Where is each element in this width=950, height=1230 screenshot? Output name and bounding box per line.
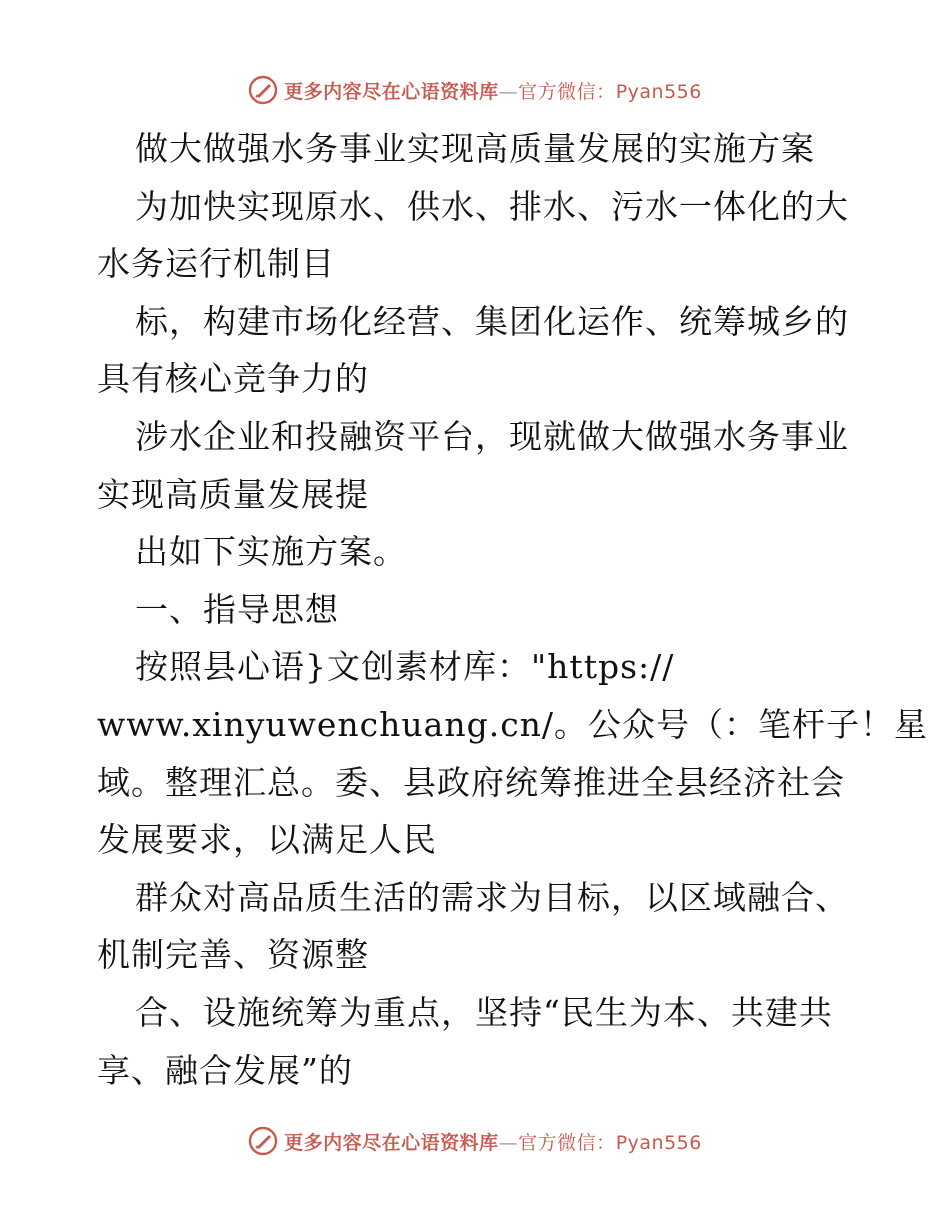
quill-pen-logo-icon [248, 1126, 278, 1156]
text-line: 域。整理汇总。委、县政府统筹推进全县经济社会 [97, 762, 845, 802]
text-line: 为加快实现原水、供水、排水、污水一体化的大 [135, 186, 849, 226]
text-line: 一、指导思想 [135, 589, 339, 629]
text-line: 涉水企业和投融资平台，现就做大做强水务事业 [135, 416, 849, 456]
text-line: 合、设施统筹为重点，坚持“民生为本、共建共 [135, 992, 833, 1032]
text-line: www.xinyuwenchuang.cn/。公众号（：笔杆子！星 [97, 704, 929, 744]
document-body [97, 120, 929, 1099]
text-line: 水务运行机制目 [97, 244, 335, 284]
text-line: 机制完善、资源整 [97, 935, 369, 975]
text-line: 标，构建市场化经营、集团化运作、统筹城乡的 [135, 301, 849, 341]
text-line: 具有核心竞争力的 [97, 359, 369, 399]
text-line: 实现高质量发展提 [97, 474, 369, 514]
text-line: 按照县心语}文创素材库："https:// [135, 647, 675, 687]
quill-pen-logo-icon [248, 75, 278, 105]
watermark-banner-bottom [0, 1121, 950, 1161]
text-line: 享、融合发展”的 [97, 1050, 353, 1090]
watermark-banner-top [0, 70, 950, 110]
text-line: 群众对高品质生活的需求为目标，以区域融合、 [135, 877, 849, 917]
text-line: 发展要求，以满足人民 [97, 820, 437, 860]
text-line: 出如下实施方案。 [135, 532, 407, 572]
text-line: 做大做强水务事业实现高质量发展的实施方案 [135, 129, 815, 168]
watermark-text: 更多内容尽在心语资料库—官方微信：Pyan556 [284, 1131, 702, 1154]
watermark-text: 更多内容尽在心语资料库—官方微信：Pyan556 [284, 80, 702, 103]
